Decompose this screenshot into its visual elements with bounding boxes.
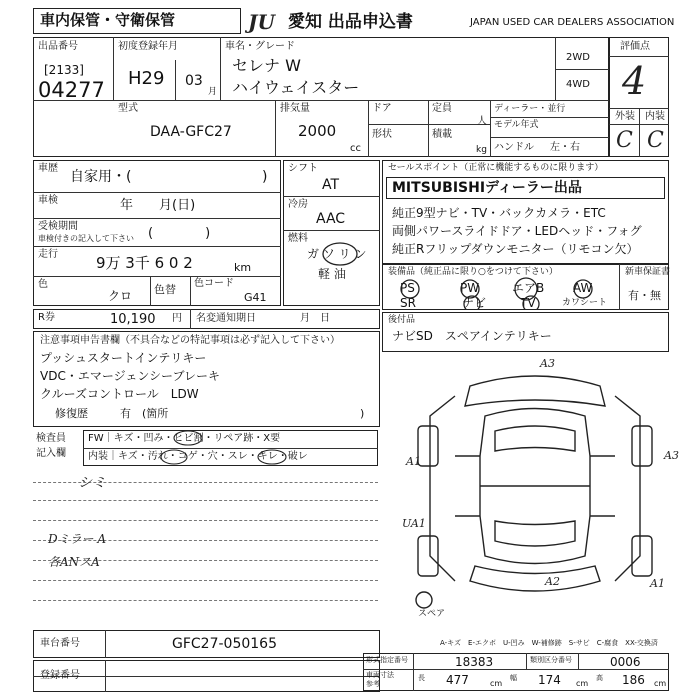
inspector-label-1: 検査員 bbox=[36, 433, 66, 444]
recycle-value: 10,190 bbox=[110, 312, 156, 327]
sales-line-2: 純正9型ナビ・TV・バックカメラ・ETC bbox=[392, 206, 606, 220]
color-code: G41 bbox=[244, 291, 267, 304]
inspector-fw-row: FW｜キズ・凹み・ヒビ割・リペア跡・X要 bbox=[88, 433, 281, 444]
int-grade: C bbox=[647, 128, 664, 153]
equip-airbag: エアB bbox=[512, 281, 545, 295]
first-reg-label: 初度登録年月 bbox=[118, 41, 178, 52]
capacity-unit: 人 bbox=[477, 116, 487, 127]
height-unit: cm bbox=[654, 679, 667, 688]
extras-value: ナビSD スペアインテリキー bbox=[392, 329, 552, 343]
diagram-mark-a1-right: A1 bbox=[650, 577, 665, 590]
sales-line-4: 純正Rフリップダウンモニター（リモコン欠） bbox=[392, 242, 639, 256]
dim-w-label: 幅 bbox=[510, 674, 517, 682]
sales-line-3: 両側パワースライドドア・LEDヘッド・フォグ bbox=[392, 224, 642, 238]
received-paren: ( ) bbox=[148, 226, 211, 241]
equip-aw: AW bbox=[573, 281, 593, 295]
drive-4wd: 4WD bbox=[566, 79, 590, 90]
notes-line-3: クルーズコントロール LDW bbox=[40, 387, 199, 401]
reg-month: 03 bbox=[185, 73, 203, 89]
form-title: 愛知 出品申込書 bbox=[288, 12, 413, 32]
tax-value: 月 日 bbox=[300, 313, 330, 324]
width-value: 174 bbox=[538, 673, 561, 687]
repair-close: ) bbox=[360, 407, 365, 420]
lot-label: 出品番号 bbox=[38, 41, 78, 52]
diagram-mark-a2: A2 bbox=[545, 575, 560, 588]
door-label: ドア bbox=[372, 103, 392, 114]
shift-value: AT bbox=[322, 177, 340, 193]
cargo-unit: kg bbox=[476, 145, 487, 155]
chassis-number: GFC27-050165 bbox=[172, 636, 277, 652]
dim-l-label: 長 bbox=[418, 674, 425, 682]
reg-label: 登録番号 bbox=[40, 670, 80, 681]
received-note: 車検付きの記入して下さい bbox=[38, 234, 134, 243]
equipment-circle-marks bbox=[388, 276, 618, 310]
usage-label: 車歴 bbox=[38, 163, 58, 174]
repair-label: 修復歴 bbox=[55, 407, 88, 420]
displacement-unit: cc bbox=[350, 143, 361, 154]
mileage-value: 9万 3千 6 0 2 bbox=[96, 254, 193, 272]
model-type: DAA-GFC27 bbox=[150, 124, 232, 140]
notes-line-1: プッシュスタートインテリキー bbox=[40, 351, 207, 365]
inspection-label: 車検 bbox=[38, 195, 58, 206]
fuel-gas: ガ ソ リ ン bbox=[307, 247, 367, 261]
car-grade: ハイウェイスター bbox=[232, 78, 360, 97]
car-name: セレナ W bbox=[232, 56, 301, 75]
damage-legend: A-キズ E-エクボ U-凹み W-補修跡 S-サビ C-腐食 XX-交換済 bbox=[440, 639, 658, 647]
chassis-label: 車台番号 bbox=[40, 638, 80, 649]
mileage-label: 走行 bbox=[38, 249, 58, 260]
received-label: 受検期間 bbox=[38, 221, 78, 232]
score-value: 4 bbox=[622, 59, 647, 103]
color-value: クロ bbox=[108, 289, 133, 303]
sales-line-1: MITSUBISHIディーラー出品 bbox=[392, 180, 582, 196]
class-label: 類別区分番号 bbox=[530, 656, 572, 664]
model-change-label: モデル年式 bbox=[494, 120, 539, 130]
ju-logo: JU bbox=[248, 10, 275, 34]
type-cert: 18383 bbox=[455, 655, 494, 669]
equip-pw: PW bbox=[460, 281, 480, 295]
lot-sub: [2133] bbox=[44, 63, 84, 77]
notes-label: 注意事項申告書欄（不具合などの特記事項は必ず記入して下さい） bbox=[40, 335, 340, 346]
displacement: 2000 bbox=[298, 122, 337, 140]
fuel-label: 燃料 bbox=[288, 233, 308, 244]
int-label: 内装 bbox=[645, 111, 665, 122]
ext-grade: C bbox=[616, 128, 633, 153]
usage-close: ) bbox=[262, 169, 268, 185]
shift-label: シフト bbox=[288, 163, 318, 174]
class-value: 0006 bbox=[610, 655, 641, 669]
equip-seat: カワシート bbox=[562, 298, 608, 308]
hand-note-1: シミ bbox=[78, 475, 106, 491]
equipment-label: 装備品（純正品に限り○をつけて下さい） bbox=[388, 267, 558, 277]
mileage-unit: km bbox=[234, 261, 252, 274]
handle-value: 左・右 bbox=[550, 142, 580, 153]
length-unit: cm bbox=[490, 679, 503, 688]
type-cert-label: 形式指定番号 bbox=[366, 656, 408, 664]
notes-line-2: VDC・エマージェンシーブレーキ bbox=[40, 369, 220, 383]
spare-label: スペア bbox=[418, 609, 446, 619]
month-unit: 月 bbox=[208, 87, 218, 97]
shape-label: 形状 bbox=[372, 129, 392, 140]
length-label: 車両寸法 bbox=[366, 671, 394, 679]
inspector-int-row: 内装｜キズ・汚れ・コゲ・穴・スレ・キレ・破レ bbox=[88, 451, 308, 462]
equip-navi: ナビ bbox=[462, 296, 487, 310]
reg-year: H29 bbox=[128, 68, 165, 89]
length-value: 477 bbox=[446, 673, 469, 687]
length-sub: 参考 bbox=[366, 680, 380, 688]
usage-value: 自家用・( bbox=[70, 169, 132, 185]
handle-label: ハンドル bbox=[494, 142, 534, 153]
equip-tv: TV bbox=[520, 296, 536, 310]
drive-2wd: 2WD bbox=[566, 52, 590, 63]
hand-note-3: 各ANスA bbox=[48, 555, 100, 569]
ext-label: 外装 bbox=[615, 111, 635, 122]
ac-value: AAC bbox=[316, 211, 346, 227]
association-name: JAPAN USED CAR DEALERS ASSOCIATION bbox=[470, 17, 675, 28]
repair-value: 有 (箇所 bbox=[120, 407, 169, 420]
inspector-label-2: 記入欄 bbox=[36, 448, 66, 459]
storage-label: 車内保管・守衛保管 bbox=[40, 11, 176, 29]
extras-label: 後付品 bbox=[388, 315, 416, 325]
dealer-label: ディーラー・並行 bbox=[494, 104, 566, 114]
inspection-value: 年 月(日) bbox=[120, 198, 196, 213]
height-value: 186 bbox=[622, 673, 645, 687]
capacity-label: 定員 bbox=[432, 103, 452, 114]
diagram-mark-a3-right: A3 bbox=[664, 449, 679, 462]
color-label: 色 bbox=[38, 279, 48, 290]
lot-number: 04277 bbox=[38, 78, 105, 102]
color-change-label: 色替 bbox=[154, 283, 176, 296]
ac-label: 冷房 bbox=[288, 199, 308, 210]
recycle-unit: 円 bbox=[172, 313, 182, 324]
cargo-label: 積載 bbox=[432, 129, 452, 140]
displacement-label: 排気量 bbox=[280, 103, 310, 114]
new-car-label: 新車保証書 bbox=[625, 267, 671, 277]
inspector-marks bbox=[160, 426, 320, 468]
fuel-circle-mark bbox=[320, 240, 360, 268]
diagram-mark-a3-top: A3 bbox=[540, 357, 555, 370]
width-unit: cm bbox=[576, 679, 589, 688]
car-damage-diagram bbox=[400, 356, 670, 616]
diagram-mark-ua1: UA1 bbox=[402, 517, 426, 530]
model-type-label: 型式 bbox=[118, 103, 138, 114]
color-code-label: 色コード bbox=[194, 278, 234, 289]
tax-label: 名変通知期日 bbox=[196, 313, 256, 324]
dim-h-label: 高 bbox=[596, 674, 603, 682]
new-car-value: 有・無 bbox=[628, 289, 661, 302]
sales-points-label: セールスポイント（正常に機能するものに限ります） bbox=[388, 163, 604, 173]
score-label: 評価点 bbox=[620, 41, 650, 52]
equip-sr: SR bbox=[400, 296, 416, 310]
model-grade-label: 車名・グレード bbox=[225, 41, 295, 52]
recycle-label: R券 bbox=[38, 312, 55, 323]
equip-ps: PS bbox=[400, 281, 415, 295]
fuel-light: 軽 油 bbox=[318, 267, 346, 281]
diagram-mark-a1-left: A1 bbox=[406, 455, 421, 468]
hand-note-2: Dミラー A bbox=[48, 532, 107, 546]
